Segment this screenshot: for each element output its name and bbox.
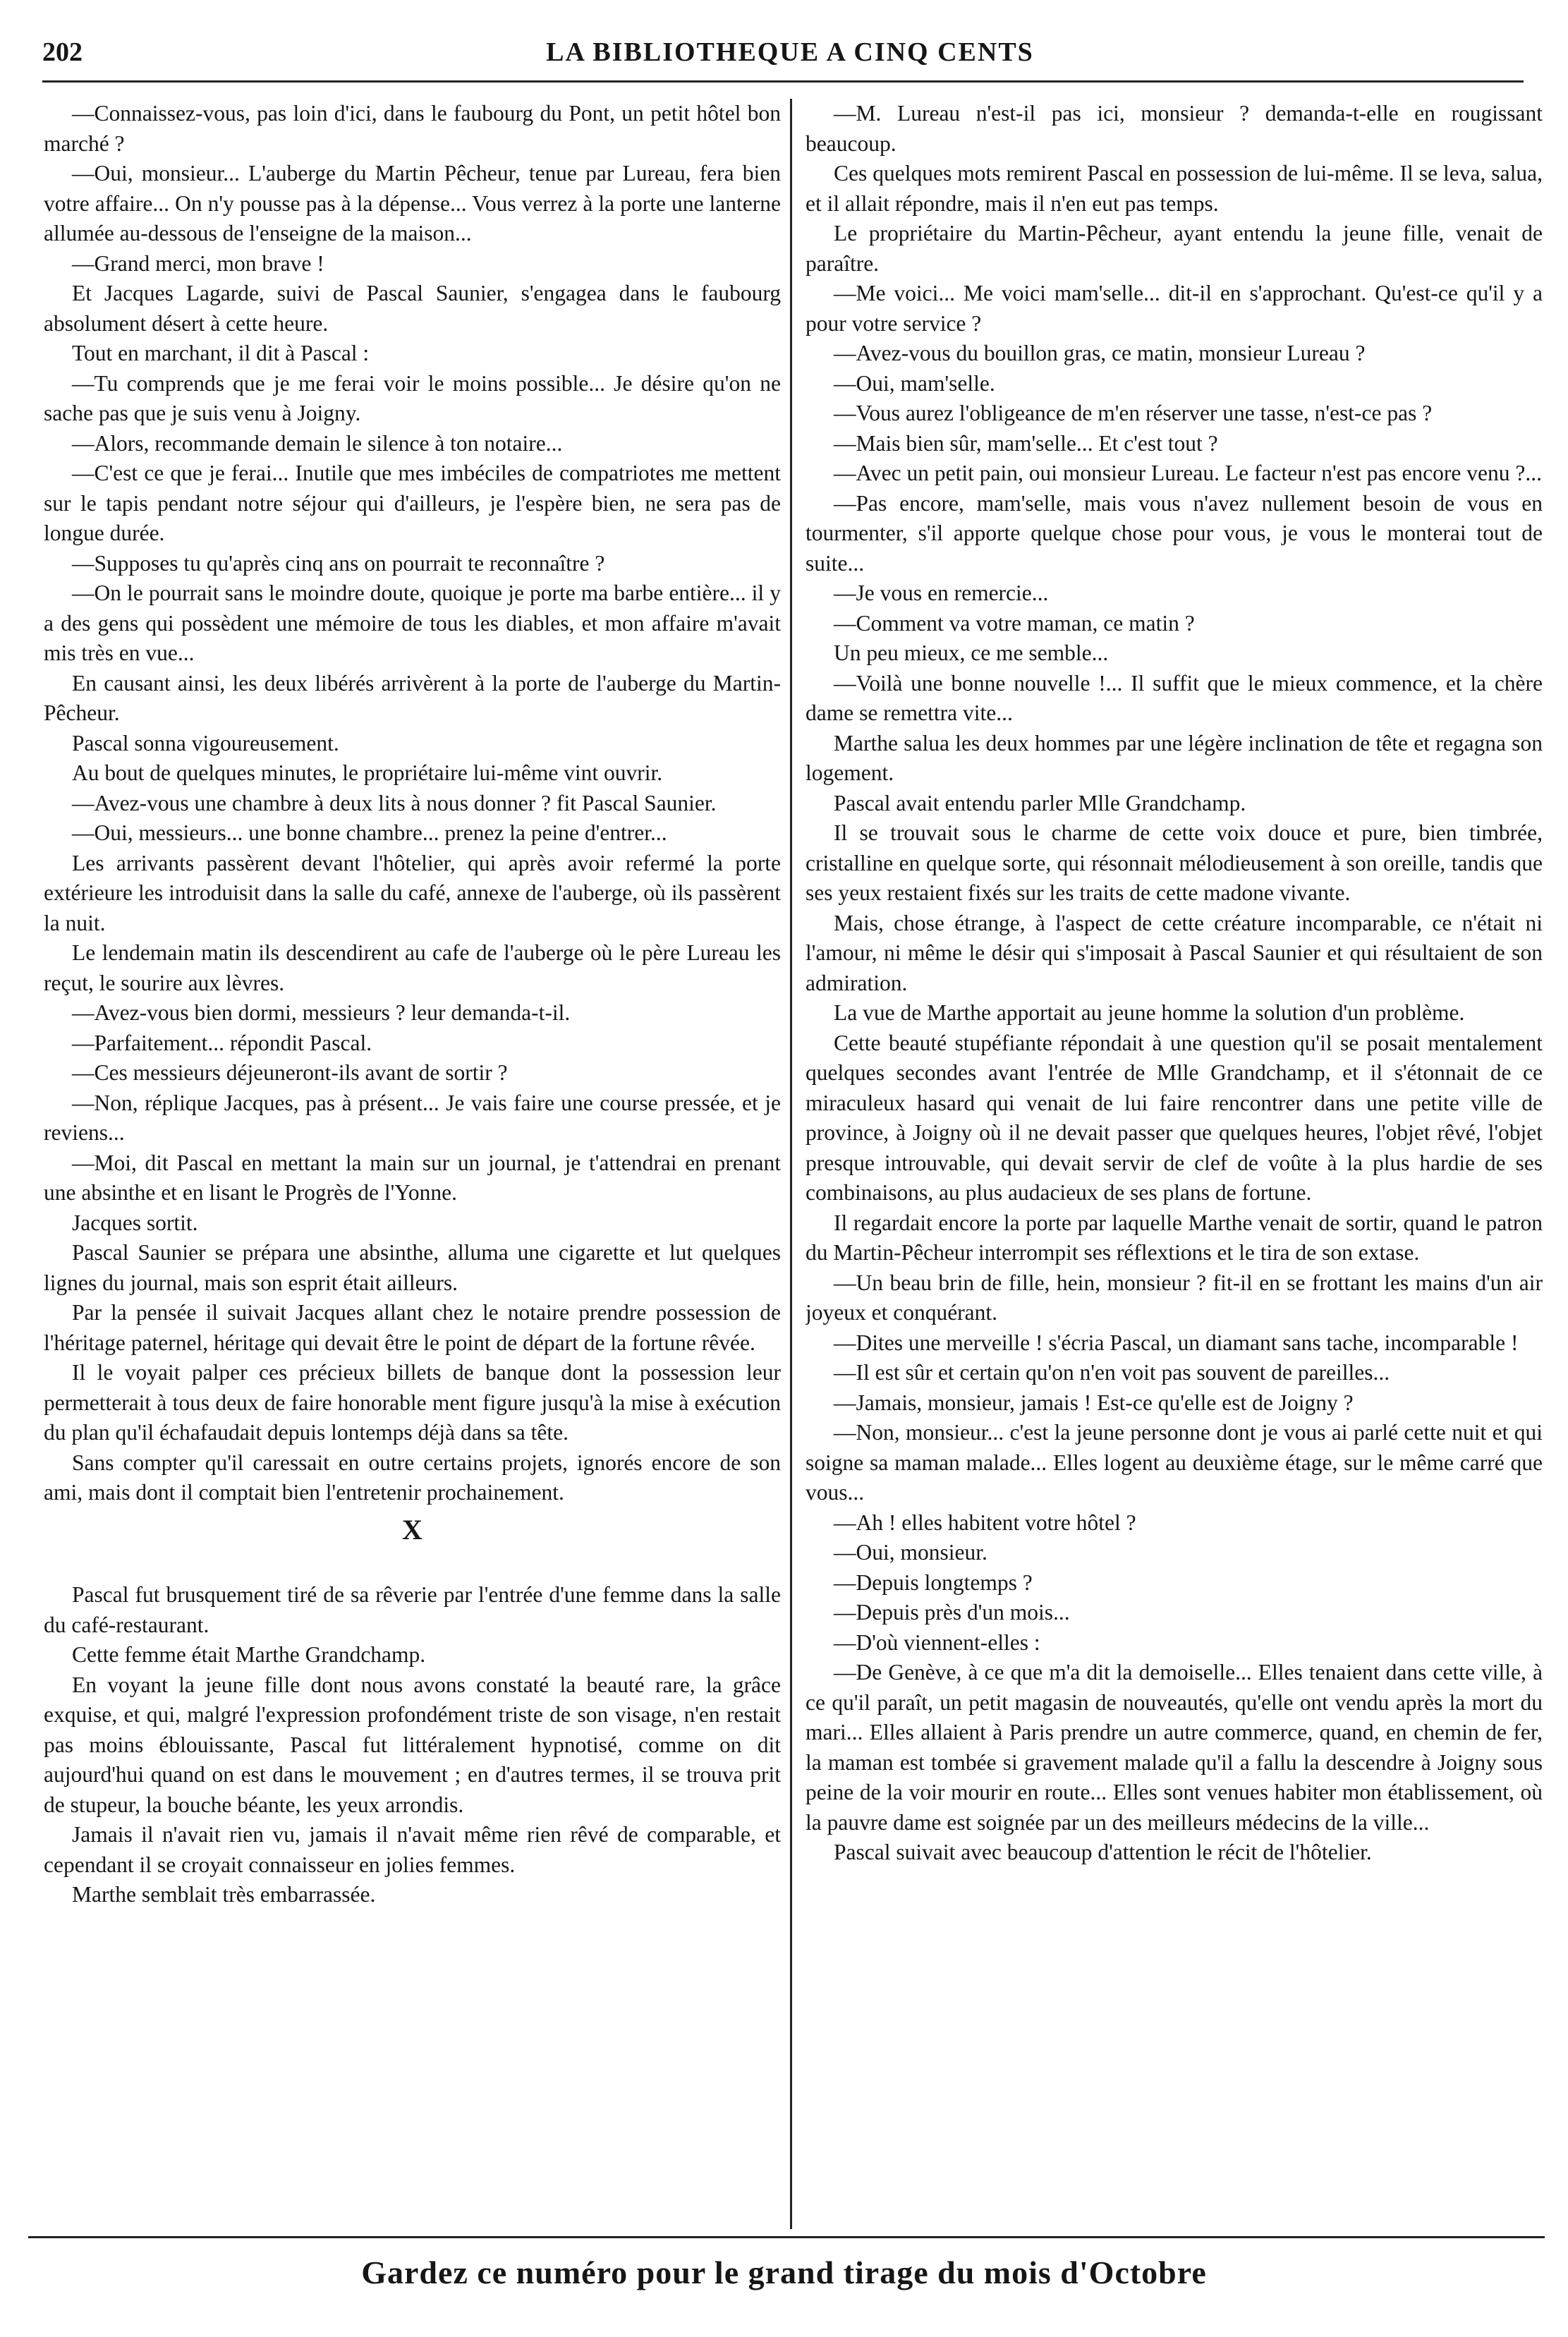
paragraph: Les arrivants passèrent devant l'hôtelier, qui après avoir refermé la porte extérieure les introduisit dans la salle du café, annexe de l'auberge, où ils passèrent la nuit. <box>44 850 781 935</box>
paragraph: —Dites une merveille ! s'écria Pascal, un diamant sans tache, incomparable ! <box>834 1330 1519 1355</box>
paragraph: —Voilà une bonne nouvelle !... Il suffit que le mieux commence, et la chère dame se remettra vite... <box>806 670 1543 725</box>
paragraph: Au bout de quelques minutes, le propriétaire lui-même vint ouvrir. <box>72 760 663 785</box>
paragraph: Il se trouvait sous le charme de cette voix douce et pure, bien timbrée, cristalline en quelque sorte, qui résonnait mélodieusement à son oreille, tandis que ses yeux restaient fixés sur les traits de cette madone vivante. <box>806 820 1543 905</box>
page-number: 202 <box>42 37 83 67</box>
paragraph: —Oui, monsieur. <box>834 1540 987 1565</box>
paragraph: Pascal sonna vigoureusement. <box>72 730 339 755</box>
paragraph: Cette femme était Marthe Grandchamp. <box>72 1642 426 1667</box>
paragraph: —Jamais, monsieur, jamais ! Est-ce qu'elle est de Joigny ? <box>834 1390 1354 1415</box>
left-column-text <box>44 99 781 1508</box>
paragraph: —Il est sûr et certain qu'on n'en voit pas souvent de pareilles... <box>834 1360 1390 1385</box>
page-header <box>42 31 1524 83</box>
paragraph: —Depuis longtemps ? <box>834 1570 1033 1595</box>
paragraph: Il regardait encore la porte par laquelle Marthe venait de sortir, quand le patron du Martin-Pêcheur interrompit ses réflextions et le tira de son extase. <box>806 1210 1543 1265</box>
paragraph: Sans compter qu'il caressait en outre certains projets, ignorés encore de son ami, mais dont il comptait bien l'entretenir prochainement. <box>44 1450 781 1505</box>
paragraph: Le lendemain matin ils descendirent au cafe de l'auberge où le père Lureau les reçut, le sourire aux lèvres. <box>44 940 781 995</box>
paragraph: —Alors, recommande demain le silence à ton notaire... <box>72 430 563 456</box>
paragraph: —Me voici... Me voici mam'selle... dit-il en s'approchant. Qu'est-ce qu'il y a pour votre service ? <box>806 281 1543 336</box>
paragraph: —D'où viennent-elles : <box>834 1629 1040 1655</box>
paragraph: Tout en marchant, il dit à Pascal : <box>72 341 370 365</box>
paragraph: —Vous aurez l'obligeance de m'en réserver une tasse, n'est-ce pas ? <box>834 401 1433 425</box>
paragraph: —Connaissez-vous, pas loin d'ici, dans le faubourg du Pont, un petit hôtel bon marché ? <box>44 101 781 156</box>
running-title: LA BIBLIOTHEQUE A CINQ CENTS <box>546 37 1034 67</box>
paragraph: La vue de Marthe apportait au jeune homme la solution d'un problème. <box>834 1000 1465 1025</box>
paragraph: Jamais il n'avait rien vu, jamais il n'avait même rien rêvé de comparable, et cependant il se croyait connaisseur en jolies femmes. <box>44 1822 781 1877</box>
paragraph: —On le pourrait sans le moindre doute, quoique je porte ma barbe entière... il y a des gens qui possèdent une mémoire de tous les diables, et mon affaire m'avait mis très en vue... <box>44 581 781 665</box>
paragraph: —Moi, dit Pascal en mettant la main sur un journal, je t'attendrai en prenant une absinthe et en lisant le Progrès de l'Yonne. <box>44 1150 781 1205</box>
paragraph: —Parfaitement... répondit Pascal. <box>72 1030 372 1055</box>
right-column-text <box>806 99 1543 1868</box>
paragraph: —Avec un petit pain, oui monsieur Lureau. Le facteur n'est pas encore venu ?... <box>834 461 1542 485</box>
paragraph: —Avez-vous du bouillon gras, ce matin, monsieur Lureau ? <box>834 341 1366 365</box>
paragraph: Ces quelques mots remirent Pascal en possession de lui-même. Il se leva, salua, et il allait répondre, mais il n'en eut pas temps. <box>806 161 1543 216</box>
paragraph: Le propriétaire du Martin-Pêcheur, ayant entendu la jeune fille, venait de paraître. <box>806 221 1543 276</box>
paragraph: —Ces messieurs déjeuneront-ils avant de sortir ? <box>72 1060 508 1085</box>
paragraph: Jacques sortit. <box>72 1210 198 1235</box>
paragraph: —Comment va votre maman, ce matin ? <box>834 610 1195 636</box>
paragraph: —Je vous en remercie... <box>834 581 1049 605</box>
paragraph: Pascal fut brusquement tiré de sa rêverie par l'entrée d'une femme dans la salle du café-restaurant. <box>44 1582 781 1637</box>
paragraph: —Non, monsieur... c'est la jeune personne dont je vous ai parlé cette nuit et qui soigne sa maman malade... Elles logent au deuxième étage, sur le même carré que vous... <box>806 1420 1543 1505</box>
paragraph: —Supposes tu qu'après cinq ans on pourrait te reconnaître ? <box>72 550 605 576</box>
paragraph: —Pas encore, mam'selle, mais vous n'avez nullement besoin de vous en tourmenter, s'il apporte quelque chose pour vous, je vous le monterai tout de suite... <box>806 490 1543 576</box>
paragraph: Cette beauté stupéfiante répondait à une question qu'il se posait mentalement quelques secondes avant l'entrée de Mlle Grandchamp, et il s'étonnait de ce miraculeux hasard qui venait de lui faire rencontrer dans une petite ville de province, à Joigny où il ne devait passer que quelques heures, l'objet rêvé, l'objet presque introuvable, qui devait servir de clef de voûte à la plus hardie de ses combinaisons, au plus audacieux de ses plans de fortune. <box>806 1030 1543 1205</box>
paragraph: —Non, réplique Jacques, pas à présent... Je vais faire une course pressée, et je reviens... <box>44 1090 781 1145</box>
left-column-chapter-text <box>44 1580 781 1910</box>
paragraph: —Avez-vous une chambre à deux lits à nous donner ? fit Pascal Saunier. <box>72 790 717 815</box>
paragraph: —Oui, messieurs... une bonne chambre... prenez la peine d'entrer... <box>72 820 667 845</box>
paragraph: —Oui, mam'selle. <box>834 370 995 396</box>
column-divider <box>790 99 792 2229</box>
paragraph: Marthe semblait très embarrassée. <box>72 1882 376 1907</box>
paragraph: Pascal suivait avec beaucoup d'attention le récit de l'hôtelier. <box>834 1840 1372 1864</box>
paragraph: —Un beau brin de fille, hein, monsieur ? fit-il en se frottant les mains d'un air joyeux et conquérant. <box>806 1270 1543 1325</box>
footer-rule <box>28 2236 1545 2238</box>
paragraph: Par la pensée il suivait Jacques allant chez le notaire prendre possession de l'héritage paternel, héritage qui devait être le point de départ de la fortune rêvée. <box>44 1300 781 1355</box>
paragraph: Il le voyait palper ces précieux billets de banque dont la possession leur permetterait à tous deux de faire honorable ment figure jusqu'à la mise à exécution du plan qu'il échafaudait depuis lontemps déjà dans sa tête. <box>44 1360 781 1445</box>
paragraph: —Avez-vous bien dormi, messieurs ? leur demanda-t-il. <box>72 1000 571 1025</box>
chapter-heading: X <box>402 1513 423 1546</box>
paragraph: —Tu comprends que je me ferai voir le moins possible... Je désire qu'on ne sache pas que je suis venu à Joigny. <box>44 370 781 425</box>
right-column <box>806 99 1543 2201</box>
footer-note: Gardez ce numéro pour le grand tirage du mois d'Octobre <box>361 2254 1207 2290</box>
left-column <box>44 99 781 2201</box>
paragraph: En causant ainsi, les deux libérés arrivèrent à la porte de l'auberge du Martin-Pêcheur. <box>44 670 781 725</box>
paragraph: En voyant la jeune fille dont nous avons constaté la beauté rare, la grâce exquise, et qui, malgré l'expression profondément triste de son visage, n'en restait pas moins éblouissante, Pascal fut littéralement hypnotisé, comme on dit aujourd'hui quand on est dans le mouvement ; en d'autres termes, il se trouva prit de stupeur, la bouche béante, les yeux arrondis. <box>44 1672 781 1817</box>
paragraph: —Depuis près d'un mois... <box>834 1600 1070 1625</box>
paragraph: —C'est ce que je ferai... Inutile que mes imbéciles de compatriotes me mettent sur le tapis pendant notre séjour qui d'ailleurs, je l'espère bien, ne sera pas de longue durée. <box>44 461 781 545</box>
paragraph: —Ah ! elles habitent votre hôtel ? <box>834 1510 1136 1535</box>
paragraph: —Grand merci, mon brave ! <box>72 250 324 276</box>
paragraph: Pascal avait entendu parler Mlle Grandchamp. <box>834 790 1246 815</box>
paragraph: Pascal Saunier se prépara une absinthe, alluma une cigarette et lut quelques lignes du journal, mais son esprit était ailleurs. <box>44 1240 781 1295</box>
paragraph: —Mais bien sûr, mam'selle... Et c'est tout ? <box>834 430 1218 456</box>
paragraph: Mais, chose étrange, à l'aspect de cette créature incomparable, ce n'était ni l'amour, ni même le désir qui s'imposait à Pascal Saunier et qui résultaient de son admiration. <box>806 910 1543 995</box>
paragraph: —De Genève, à ce que m'a dit la demoiselle... Elles tenaient dans cette ville, à ce qu'il paraît, un petit magasin de nouveautés, qu'elle ont vendu après la mort du mari... Elles allaient à Paris prendre un autre commerce, quand, en chemin de fer, la maman est tombée si gravement malade qu'il a fallu la descendre à Joigny sous peine de la voir mourir en route... Elles sont venues habiter mon établissement, où la pauvre dame est soignée par un des meilleurs médecins de la ville... <box>806 1660 1543 1835</box>
paragraph: Marthe salua les deux hommes par une légère inclination de tête et regagna son logement. <box>806 730 1543 785</box>
paragraph: —Oui, monsieur... L'auberge du Martin Pêcheur, tenue par Lureau, fera bien votre affaire... On n'y pousse pas à la dépense... Vous verrez à la porte une lanterne allumée au-dessous de l'enseigne de la maison... <box>44 161 781 245</box>
paragraph: Et Jacques Lagarde, suivi de Pascal Saunier, s'engagea dans le faubourg absolument désert à cette heure. <box>44 281 781 336</box>
paragraph: —M. Lureau n'est-il pas ici, monsieur ? demanda-t-elle en rougissant beaucoup. <box>806 101 1543 156</box>
paragraph: Un peu mieux, ce me semble... <box>834 641 1109 665</box>
